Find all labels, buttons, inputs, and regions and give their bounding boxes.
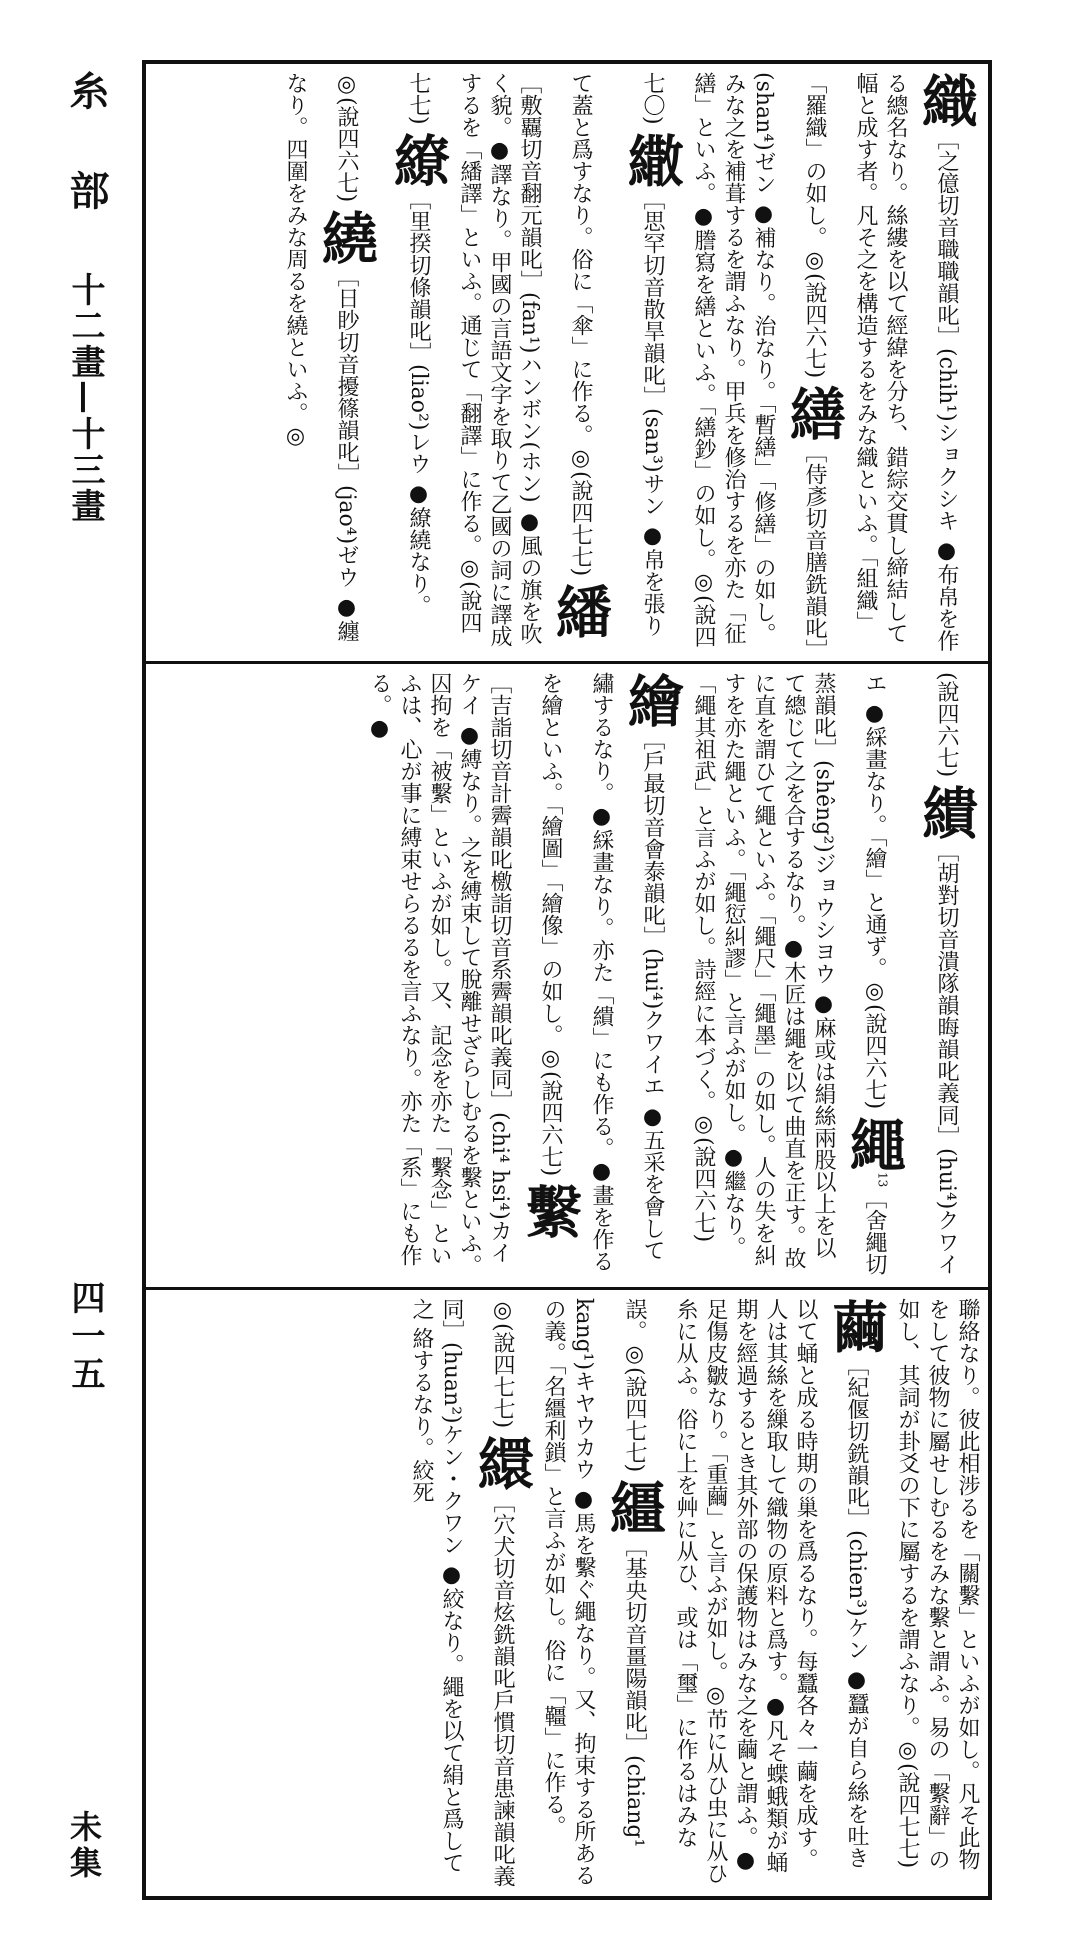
page-number: 四一五: [65, 1280, 105, 1394]
margin-radical-2: [63, 170, 110, 214]
headword: 繙: [547, 583, 613, 640]
entry-continuation: [934, 672, 959, 784]
section-middle: [146, 664, 988, 1290]
section-bottom-text: [152, 1298, 982, 1888]
dictionary-page-frame: [142, 60, 992, 1900]
definition: ［紀偃切銑韻叱］(chien³)ケン ●蠶が自ら絲を吐き以て蛹と成る時期の巢を爲るなり。每蠶各々一繭を成す。人は其絲を繅取して織物の原料と爲す。●凡そ蝶蛾類が蛹期を經過するとき其外部の保護物はみな之を繭と謂ふ。●足傷皮皺なり。「重繭」と言ふが如し。◎芇に从ひ虫に从ひ糸に从ふ。俗に上を艸に从ひ、或は「璽」に作るはみな誤。◎(說四七七): [622, 1298, 869, 1884]
definition: ［穴犬切音炫銑韻叱戶慣切音患諫韻叱義同］(huan²)ケン・クワン ●絞なり。繩を以て絹と爲して之 絡するなり。絞死: [409, 1298, 515, 1888]
headword: 繕: [781, 385, 847, 442]
radical-label: 部: [63, 170, 110, 214]
margin-volume: [65, 1810, 103, 1882]
definition: ［戶最切音會泰韻叱］(hui⁴)クワイエ ●五采を會して繡するなり。●綵畫なり。亦た「繢」にも作る。●畫を作るを繪といふ。「繪圖」「繪像」の如し。◎(說四六七): [538, 672, 665, 1272]
headword: 繚: [385, 131, 451, 188]
definition: 聯絡なり。彼此相涉るを「關繫」といふが如し。凡そ此物をして彼物に屬せしむるをみな繫と謂ふ。易の「繫辭」の如し、其詞が卦爻の下に屬するを謂ふなり。◎(說四七七): [895, 1298, 980, 1870]
entry-hui-2: [538, 672, 685, 1272]
headword: 織: [913, 72, 979, 128]
volume-label: 未集: [65, 1810, 103, 1882]
entry-sheng: [691, 672, 907, 1276]
section-top: [146, 64, 988, 664]
headword: 繫: [517, 1183, 583, 1240]
section-bottom: [146, 1290, 988, 1896]
definition: ［基央切音畺陽韻叱］(chiang¹ kang¹)キヤウカウ ●馬を繫ぐ繩なり。又、拘束する所あるの義。「名繮利鎖」と言ふが如し。俗に「韁」に作る。◎(說四七七): [490, 1298, 647, 1887]
entry-jian: [622, 1298, 889, 1884]
radical-char: 糸: [63, 70, 110, 114]
stroke-count-marker: 13: [875, 1172, 890, 1188]
definition: ［敷覊切音翻元韻叱］(fan¹)ハンボン(ホン) ●風の旗を吹く貌。●譯なり。甲國の言語文字を取りて乙國の詞に譯成するを「繙譯」といふ。通じて「翻譯」に作る。◎(說四七七): [406, 72, 542, 647]
definition: ［里揆切條韻叱］(liao²)レウ ●繚繞なり。◎(說四六七): [334, 72, 431, 617]
margin-page-number: [65, 1280, 105, 1394]
headword: 繪: [619, 672, 685, 728]
headword: 繢: [913, 784, 979, 841]
definition: ［思罕切音散旱韻叱］(san³)サン ●帛を張りて蓋と爲すなり。俗に「傘」に作る。◎(說四七七): [568, 72, 665, 637]
section-top-text: [152, 72, 982, 653]
entry-continuation: [895, 1298, 980, 1870]
headword: 繖: [619, 131, 685, 188]
definition: ［日眇切音擾篠韻叱］(jao⁴)ゼウ ●纏なり。四圍をみな周るを繞といふ。◎: [283, 72, 359, 643]
definition: ［之億切音職職韻叱］(chih¹)ショクシキ ●布帛を作る總名なり。絲縷を以て經緯を分ち、錯綜交貫し締結して幅と成す者。凡そ之を構造するをみな織といふ。「組織」「羅織」の如し。◎(說四六七): [802, 72, 959, 652]
headword: 繩: [841, 1116, 907, 1173]
definition: ［侍彥切音膳銑韻叱］(shan⁴)ゼン ●補なり。治なり。「暫繕」「修繕」の如し。みな之を補葺するを謂ふなり。甲兵を修治するを亦た「征繕」といふ。●謄寫を繕といふ。「繕鈔」の如し。◎(說四七〇): [640, 72, 827, 651]
headword: 繭: [823, 1298, 889, 1354]
definition: (說四六七): [934, 672, 959, 778]
stroke-range-label: 十二畫—十三畫: [65, 272, 105, 524]
entry-san: [568, 72, 685, 637]
definition: ［舍繩切蒸韻叱］(shêng²)ジョウシヨウ ●麻或は絹絲兩股以上を以て總じて之を合するなり。●木匠は繩を以て曲直を正す。故に直を謂ひて繩といふ。「繩尺」「繩墨」の如し。人の失を糾すを亦た繩といふ。「繩愆糾謬」と言ふが如し。●繼なり。「繩其祖武」と言ふが如し。詩經に本づく。◎(說四六七): [691, 672, 887, 1276]
section-middle-text: [152, 672, 982, 1279]
definition: ［吉詣切音計霽韻叱檄詣切音系霽韻叱義同］(chi⁴ hsi⁴)カイケイ ●縛なり。之を縛束して脫離せざらしむるを繫といふ。囚拘を「被繫」といふが如し。又、記念を亦た「繫念」といふは、心が事に縛束せらるるを言ふなり。亦た「系」にも作る。●: [367, 672, 512, 1276]
headword: 繞: [313, 209, 379, 266]
definition: ［胡對切音潰隊韻晦韻叱義同］(hui⁴)クワイエ ●綵畫なり。「繪」と通ず。◎(說四六七): [862, 672, 959, 1276]
margin-radical: [63, 70, 110, 114]
margin-stroke-range: [65, 272, 105, 524]
headword: 繮: [601, 1479, 667, 1536]
headword: 繯: [469, 1435, 535, 1492]
entry-xi: [367, 672, 583, 1276]
